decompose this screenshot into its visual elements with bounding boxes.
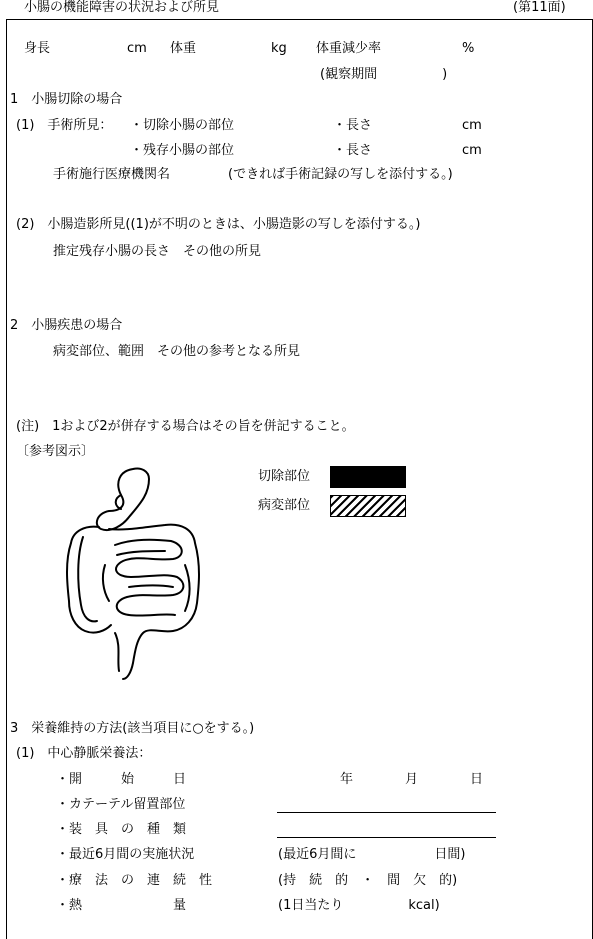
row-start-date-value: 年 月 日 — [340, 772, 484, 787]
legend-resected-label: 切除部位 — [258, 469, 311, 484]
height-unit: cm — [127, 41, 147, 56]
section3-title: 3 栄養維持の方法(該当項目に○をする。) — [10, 721, 255, 736]
row-recent-value: (最近6月間に 日間) — [278, 847, 466, 862]
weight-unit: kg — [271, 41, 287, 56]
resected-site-label: ・切除小腸の部位 — [130, 118, 235, 133]
height-label: 身長 — [24, 41, 51, 56]
remaining-site-label: ・残存小腸の部位 — [130, 143, 235, 158]
observation-period: (観察期間 ) — [320, 67, 448, 82]
weight-loss-unit: % — [462, 41, 475, 56]
row-device-label: ・装 具 の 種 類 — [56, 822, 187, 837]
weight-loss-label: 体重減少率 — [316, 41, 382, 56]
hospital-label: 手術施行医療機関名 — [53, 167, 171, 182]
row-calories-label: ・熱 量 — [56, 898, 187, 913]
note: (注) 1および2が併存する場合はその旨を併記すること。 — [16, 419, 355, 434]
length-label-2: ・長さ — [333, 143, 373, 158]
figure-title: 〔参考図示〕 — [16, 444, 95, 459]
device-type-line — [277, 837, 496, 838]
row-continuity-value: (持 続 的 ・ 間 欠 的) — [278, 873, 458, 888]
row-recent-label: ・最近6月間の実施状況 — [56, 847, 195, 862]
section2-detail: 病変部位、範囲 その他の参考となる所見 — [53, 344, 301, 359]
section1-title: 1 小腸切除の場合 — [10, 92, 123, 107]
tpn-label: (1) 中心静脈栄養法： — [16, 746, 152, 761]
page-number: (第11面) — [513, 0, 566, 15]
section2-title: 2 小腸疾患の場合 — [10, 318, 123, 333]
surgery-findings-label: (1) 手術所見： — [16, 118, 113, 133]
legend-lesion-label: 病変部位 — [258, 498, 311, 513]
weight-label: 体重 — [170, 41, 197, 56]
length-unit-2: cm — [462, 143, 482, 158]
length-label-1: ・長さ — [333, 118, 373, 133]
contrast-findings-label: (2) 小腸造影所見((1)が不明のときは、小腸造影の写しを添付する。) — [16, 217, 421, 232]
form-title: 小腸の機能障害の状況および所見 — [24, 0, 220, 15]
row-catheter-label: ・カテーテル留置部位 — [56, 797, 186, 812]
catheter-site-line — [277, 812, 496, 813]
hospital-note: (できれば手術記録の写しを添付する。) — [228, 167, 453, 182]
row-continuity-label: ・療 法 の 連 続 性 — [56, 873, 213, 888]
row-start-date-label: ・開 始 日 — [56, 772, 187, 787]
length-unit-1: cm — [462, 118, 482, 133]
legend-resected-swatch — [330, 466, 406, 488]
contrast-findings-detail: 推定残存小腸の長さ その他の所見 — [53, 244, 262, 259]
intestine-illustration — [45, 465, 220, 685]
row-calories-value: (1日当たり kcal) — [278, 898, 440, 913]
legend-lesion-swatch — [330, 495, 406, 517]
